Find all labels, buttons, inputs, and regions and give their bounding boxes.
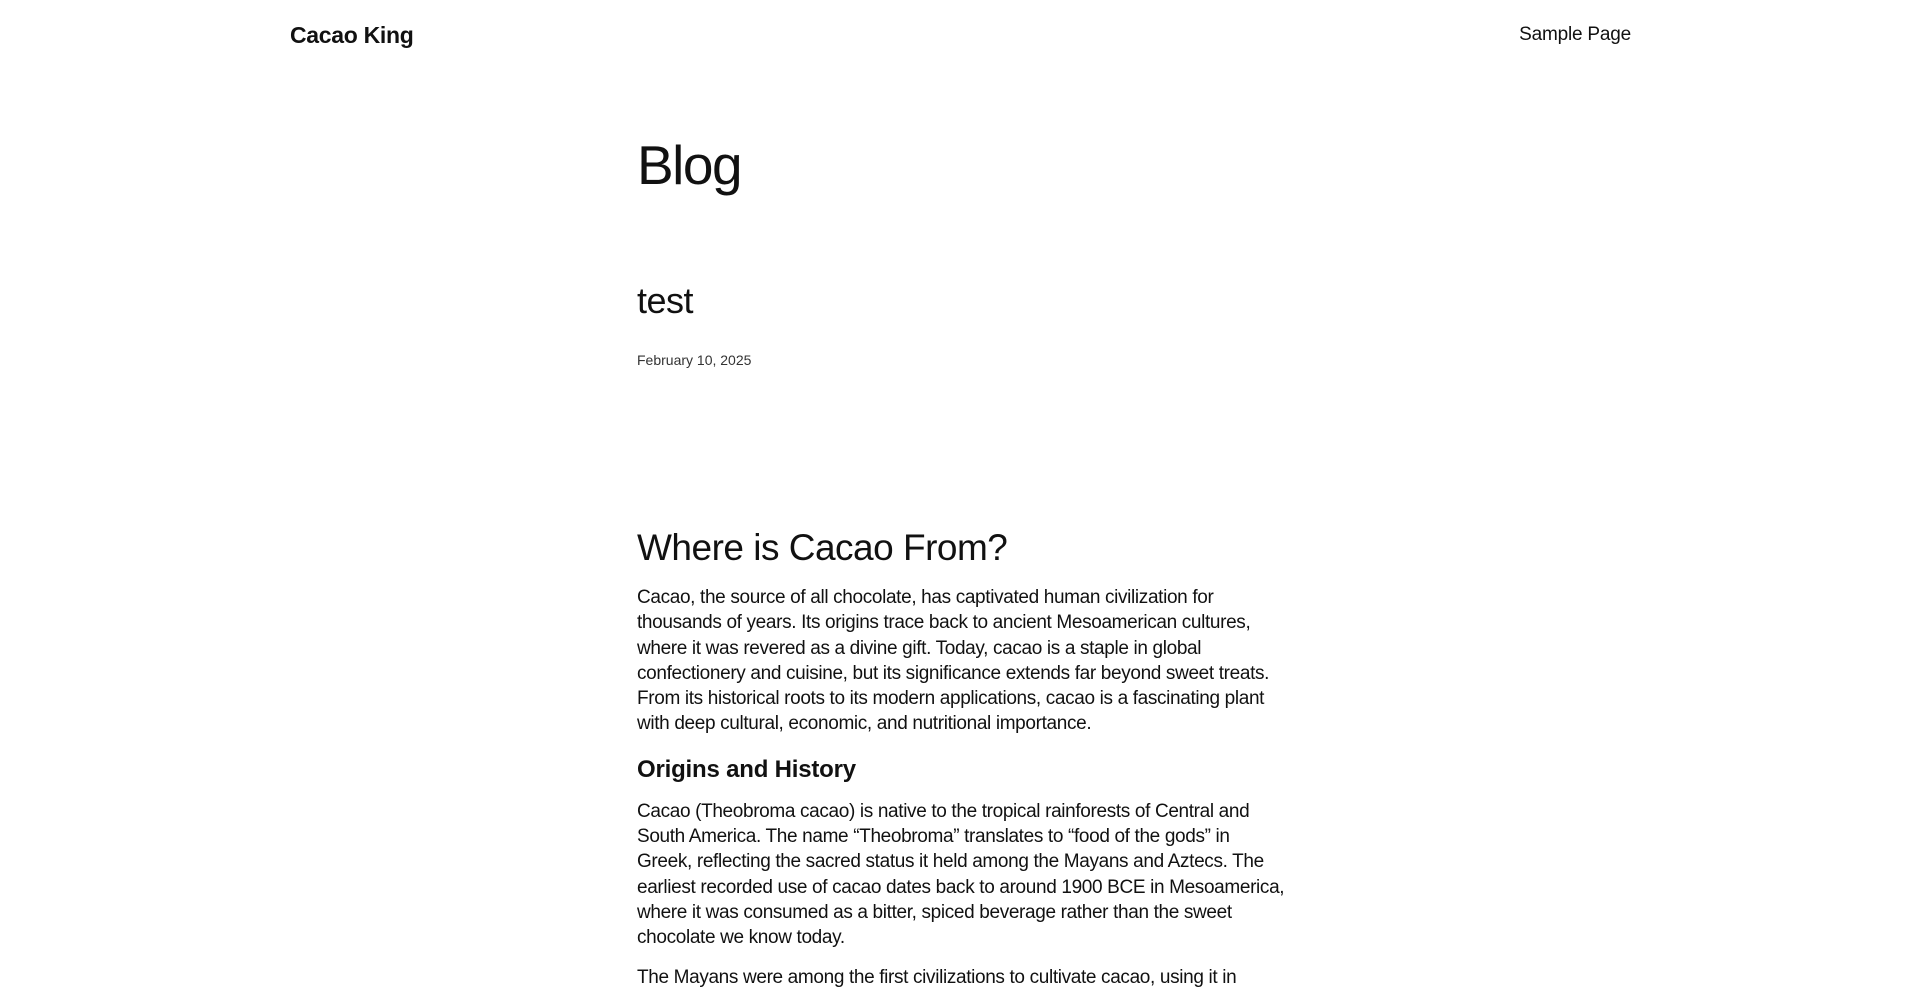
post-date: February 10, 2025: [637, 352, 752, 368]
nav-item-sample-page[interactable]: Sample Page: [1519, 24, 1631, 45]
post-title-link[interactable]: test: [637, 280, 694, 321]
content-subheading: Origins and History: [637, 755, 856, 783]
content-heading: Where is Cacao From?: [637, 527, 1008, 568]
page-title: Blog: [637, 134, 742, 196]
content-paragraph: The Mayans were among the first civilizations to cultivate cacao, using it in: [637, 966, 1237, 988]
content-paragraph: Cacao, the source of all chocolate, has captivated human civilization for thousands of years. Its origins trace back to ancient Mesoamerican cultures, where it was revered as a divine gift. Today, cacao is a staple in global confectionery and cuisine, but its significance extends far beyond sweet treats. From its historical roots to its modern applications, cacao is a fascinating plant with deep cultural, economic, and nutritional importance.: [637, 587, 1270, 735]
site-title-link[interactable]: Cacao King: [290, 22, 414, 48]
primary-nav: [1519, 22, 1631, 48]
content-paragraph: Cacao (Theobroma cacao) is native to the tropical rainforests of Central and South America. The name “Theobroma” translates to “food of the gods” in Greek, reflecting the sacred status it held among the Mayans and Aztecs. The earliest recorded use of cacao dates back to around 1900 BCE in Mesoamerica, where it was consumed as a bitter, spiced beverage rather than the sweet chocolate we know today.: [637, 800, 1285, 949]
site-header: [0, 0, 1920, 70]
post-content: [637, 525, 1287, 1004]
